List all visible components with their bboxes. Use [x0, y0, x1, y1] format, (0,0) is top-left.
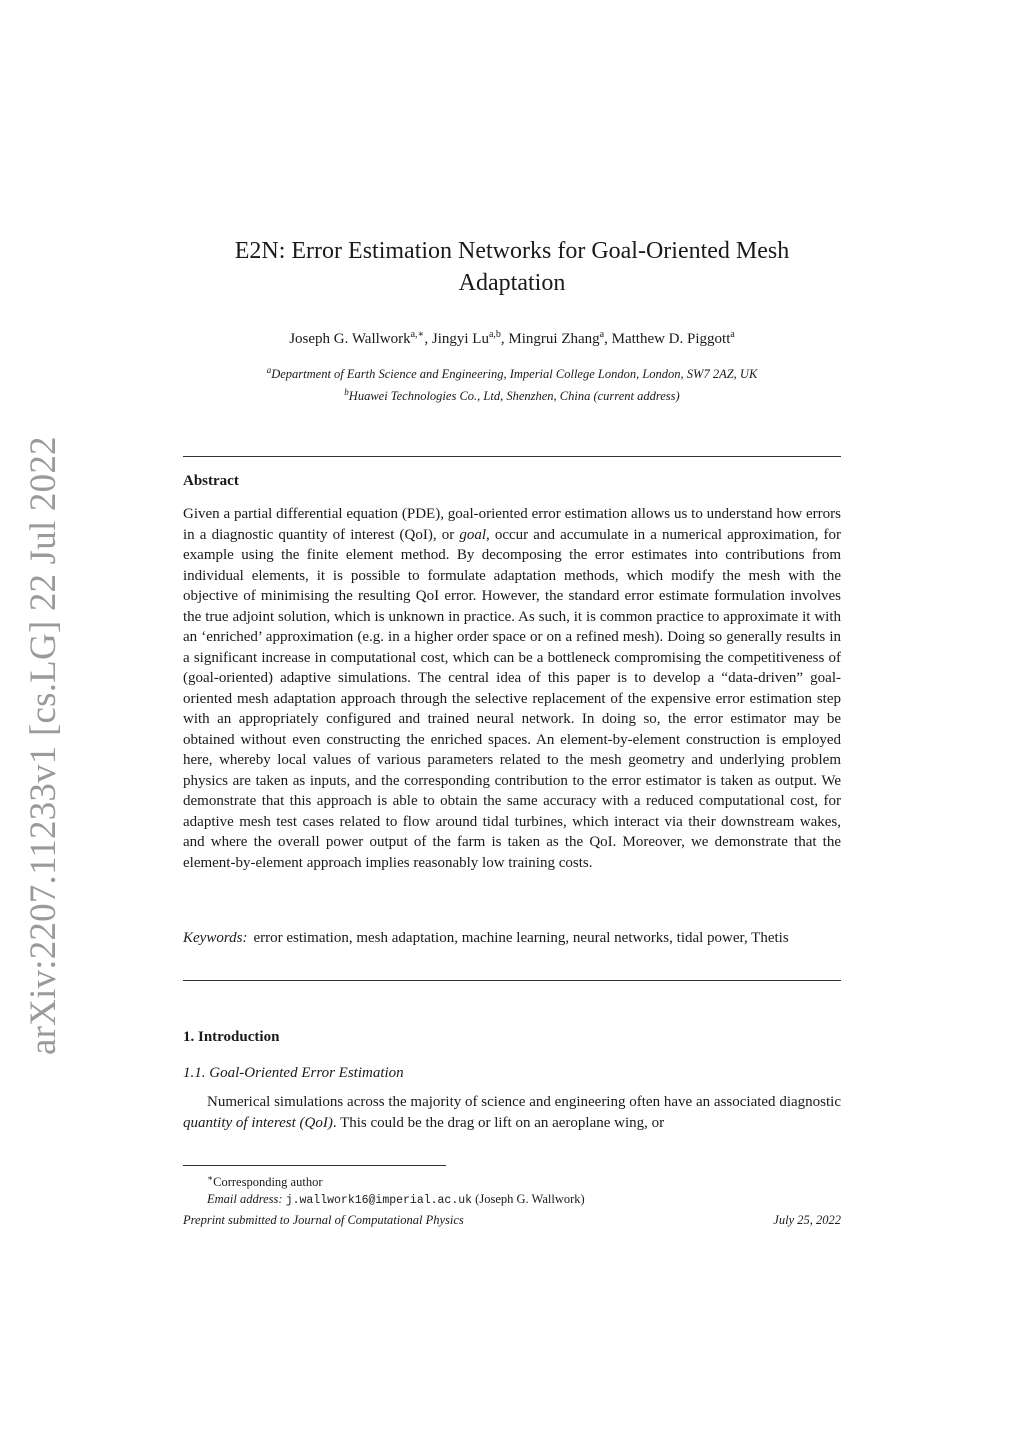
abstract-top-rule — [183, 456, 841, 457]
abstract-goal-emph: goal — [459, 526, 486, 543]
preprint-journal: Preprint submitted to Journal of Computational Physics — [183, 1213, 464, 1227]
keywords-label: Keywords: — [183, 930, 248, 946]
affiliation-b — [183, 383, 841, 405]
subsection-heading: 1.1. Goal-Oriented Error Estimation — [183, 1065, 404, 1081]
footnote-corresponding-text: Corresponding author — [213, 1175, 323, 1190]
intro-paragraph — [183, 1092, 841, 1133]
author-name: Joseph G. Wallwork — [289, 331, 411, 347]
affiliation-list — [183, 361, 841, 405]
abstract-body — [183, 504, 841, 873]
intro-emph: quantity of interest (QoI) — [183, 1114, 333, 1131]
section-heading: 1. Introduction — [183, 1029, 280, 1045]
affil-text: Huawei Technologies Co., Ltd, Shenzhen, China (current address) — [348, 389, 680, 404]
affil-text: Department of Earth Science and Engineering, Imperial College London, London, SW7 2AZ, UK — [271, 367, 758, 382]
abstract-text: Given a partial differential equation (PDE), goal-oriented error estimation allows us to understand how errors in a diagnostic quantity of interest (QoI), or — [183, 506, 841, 543]
keywords — [183, 928, 841, 949]
footnote — [207, 1170, 847, 1209]
affiliation-a — [183, 361, 841, 383]
author-name: Mingrui Zhang — [508, 331, 600, 347]
author-list: Joseph G. Wallwork$^{a,∗}$, Jingyi Lu$^{a,b}$, Mingrui Zhang$^a$, Matthew D. Piggott$^a$ — [289, 329, 735, 347]
preprint-date: July 25, 2022 — [773, 1213, 841, 1227]
intro-text: Numerical simulations across the majority of science and engineering often have an associated diagnostic — [207, 1094, 841, 1110]
author-affil-mark: a,b — [488, 329, 501, 340]
paper-title: E2N: Error Estimation Networks for Goal-Oriented Mesh Adaptation — [234, 238, 790, 296]
author-affil-mark: a — [599, 329, 605, 340]
footnote-email — [207, 1191, 847, 1209]
footnote-rule — [183, 1165, 446, 1166]
email-owner: (Joseph G. Wallwork) — [475, 1192, 585, 1207]
preprint-footer — [183, 1213, 841, 1228]
author-name: Matthew D. Piggott — [611, 331, 731, 347]
arxiv-stamp: arXiv:2207.11233v1 [cs.LG] 22 Jul 2022 — [23, 436, 64, 1055]
abstract-heading: Abstract — [183, 473, 239, 489]
email-address[interactable]: j.wallwork16@imperial.ac.uk — [285, 1194, 473, 1208]
intro-text-cont: . This could be the drag or lift on an aeroplane wing, or — [332, 1114, 665, 1131]
author-affil-mark: a — [730, 329, 735, 340]
affil-mark: b — [344, 387, 349, 398]
email-label: Email address: — [207, 1192, 283, 1207]
keywords-text: error estimation, mesh adaptation, machine learning, neural networks, tidal power, Thetis — [253, 930, 789, 946]
abstract-bottom-rule — [183, 980, 841, 981]
footnote-mark: ∗ — [207, 1173, 214, 1183]
footnote-corresponding — [207, 1170, 847, 1191]
author-name: Jingyi Lu — [431, 331, 489, 347]
abstract-text-cont: , occur and accumulate in a numerical approximation, for example using the finite element method. By decomposing the error estimates into contributions from individual elements, it is possible to formulate adaptation methods, which modify the mesh with the objective of minimising the resulting QoI error. However, the standard error estimate formulation involves the true adjoint solution, which is unknown in practice. As such, it is common practice to approximate it with an ‘enriched’ approximation (e.g. in a higher order space or on a refined mesh). Doing so generally results in a significant increase in computational cost, which can be a bottleneck compromising the competitiveness of (goal-oriented) adaptive simulations. The central idea of this paper is to develop a “data-driven” goal-oriented mesh adaptation approach through the selective replacement of the expensive error estimation step with an appropriately configured and trained neural network. In doing so, the error estimator may be obtained without even constructing the enriched spaces. An element-by-element construction is employed here, whereby local values of various parameters related to the mesh geometry and underlying problem physics are taken as inputs, and the corresponding contribution to the error estimator is taken as output. We demonstrate that this approach is able to obtain the same accuracy with a reduced computational cost, for adaptive mesh test cases related to flow around tidal turbines, which interact via their downstream wakes, and where the overall power output of the farm is taken as the QoI. Moreover, we demonstrate that the element-by-element approach implies reasonably low training costs. — [183, 526, 841, 871]
affil-mark: a — [266, 365, 272, 375]
author-affil-mark: a,∗ — [410, 329, 425, 340]
